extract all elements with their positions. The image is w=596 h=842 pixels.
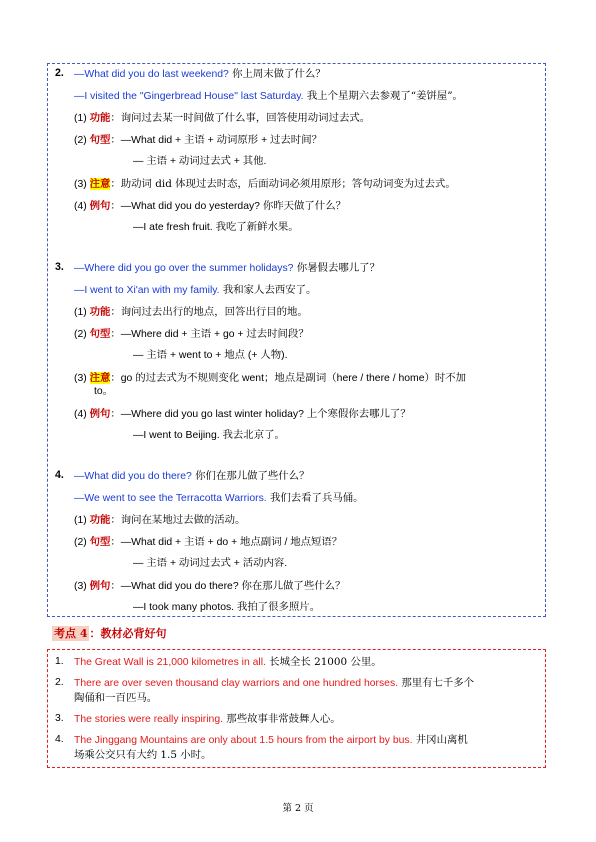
key-sentence-cont: 场乘公交只有大约 1.5 小时。 bbox=[74, 749, 212, 761]
key-sentence: The Great Wall is 21,000 kilometres in all. 长城全长 21000 公里。 bbox=[74, 656, 382, 668]
sentence-number: 4. bbox=[55, 734, 64, 745]
answer-line: —We went to see the Terracotta Warriors. 我们去看了兵马俑。 bbox=[74, 492, 364, 504]
point-pattern-answer: — 主语 + 动词过去式 + 活动内容. bbox=[133, 558, 288, 569]
question-line: —What did you do last weekend? 你上周末做了什么？ bbox=[74, 68, 326, 80]
key-sentence-cont: 陶俑和一百匹马。 bbox=[74, 692, 158, 704]
point-pattern: (2) 句型：—What did + 主语 + do + 地点副词 / 地点短语？ bbox=[74, 536, 343, 548]
point-example-answer: —I ate fresh fruit. 我吃了新鲜水果。 bbox=[133, 222, 299, 233]
point-function: (1) 功能：询问过去某一时间做了什么事，回答使用动词过去式。 bbox=[74, 112, 371, 124]
sentence-number: 1. bbox=[55, 656, 64, 667]
point-pattern-answer: — 主语 + went to + 地点 (+ 人物). bbox=[133, 350, 288, 361]
item-number: 3. bbox=[55, 261, 64, 273]
point-example-answer: —I took many photos. 我拍了很多照片。 bbox=[133, 602, 321, 613]
page-number: 第 2 页 bbox=[282, 803, 314, 814]
point-pattern: (2) 句型：—Where did + 主语 + go + 过去时间段？ bbox=[74, 328, 309, 340]
point-note-cont: to。 bbox=[94, 386, 114, 397]
item-number: 4. bbox=[55, 469, 64, 481]
key-sentence: The stories were really inspiring. 那些故事非常鼓舞人心。 bbox=[74, 713, 341, 725]
point-example: (3) 例句：—What did you do there? 你在那儿做了些什么？ bbox=[74, 580, 346, 592]
point-example: (4) 例句：—Where did you go last winter holiday? 上个寒假你去哪儿了？ bbox=[74, 408, 411, 420]
point-function: (1) 功能：询问过去出行的地点，回答出行目的地。 bbox=[74, 306, 308, 318]
point-note: (3) 注意：go 的过去式为不规则变化 went；地点是副词（here / there / home）时不加 bbox=[74, 372, 467, 384]
point-note: (3) 注意：助动词 did 体现过去时态，后面动词必须用原形；答句动词变为过去式。 bbox=[74, 178, 456, 190]
sentence-number: 2. bbox=[55, 677, 64, 688]
item-number: 2. bbox=[55, 67, 64, 79]
key-sentence: There are over seven thousand clay warriors and one hundred horses. 那里有七千多个 bbox=[74, 677, 475, 689]
answer-line: —I visited the "Gingerbread House" last Saturday. 我上个星期六去参观了“姜饼屋”。 bbox=[74, 90, 463, 102]
section-heading: 考点 4 ：教材必背好句 bbox=[54, 627, 167, 640]
answer-line: —I went to Xi'an with my family. 我和家人去西安了。 bbox=[74, 284, 317, 296]
point-function: (1) 功能：询问在某地过去做的活动。 bbox=[74, 514, 246, 526]
point-example: (4) 例句：—What did you do yesterday? 你昨天做了什么？ bbox=[74, 200, 346, 212]
point-pattern: (2) 句型：—What did + 主语 + 动词原形 + 过去时间？ bbox=[74, 134, 322, 146]
sentence-number: 3. bbox=[55, 713, 64, 724]
point-pattern-answer: — 主语 + 动词过去式 + 其他. bbox=[133, 156, 267, 167]
question-line: —What did you do there? 你们在那儿做了些什么？ bbox=[74, 470, 310, 482]
key-sentence: The Jinggang Mountains are only about 1.5 hours from the airport by bus. 井冈山离机 bbox=[74, 734, 468, 746]
question-line: —Where did you go over the summer holidays? 你暑假去哪儿了？ bbox=[74, 262, 380, 274]
point-example-answer: —I went to Beijing. 我去北京了。 bbox=[133, 430, 285, 441]
